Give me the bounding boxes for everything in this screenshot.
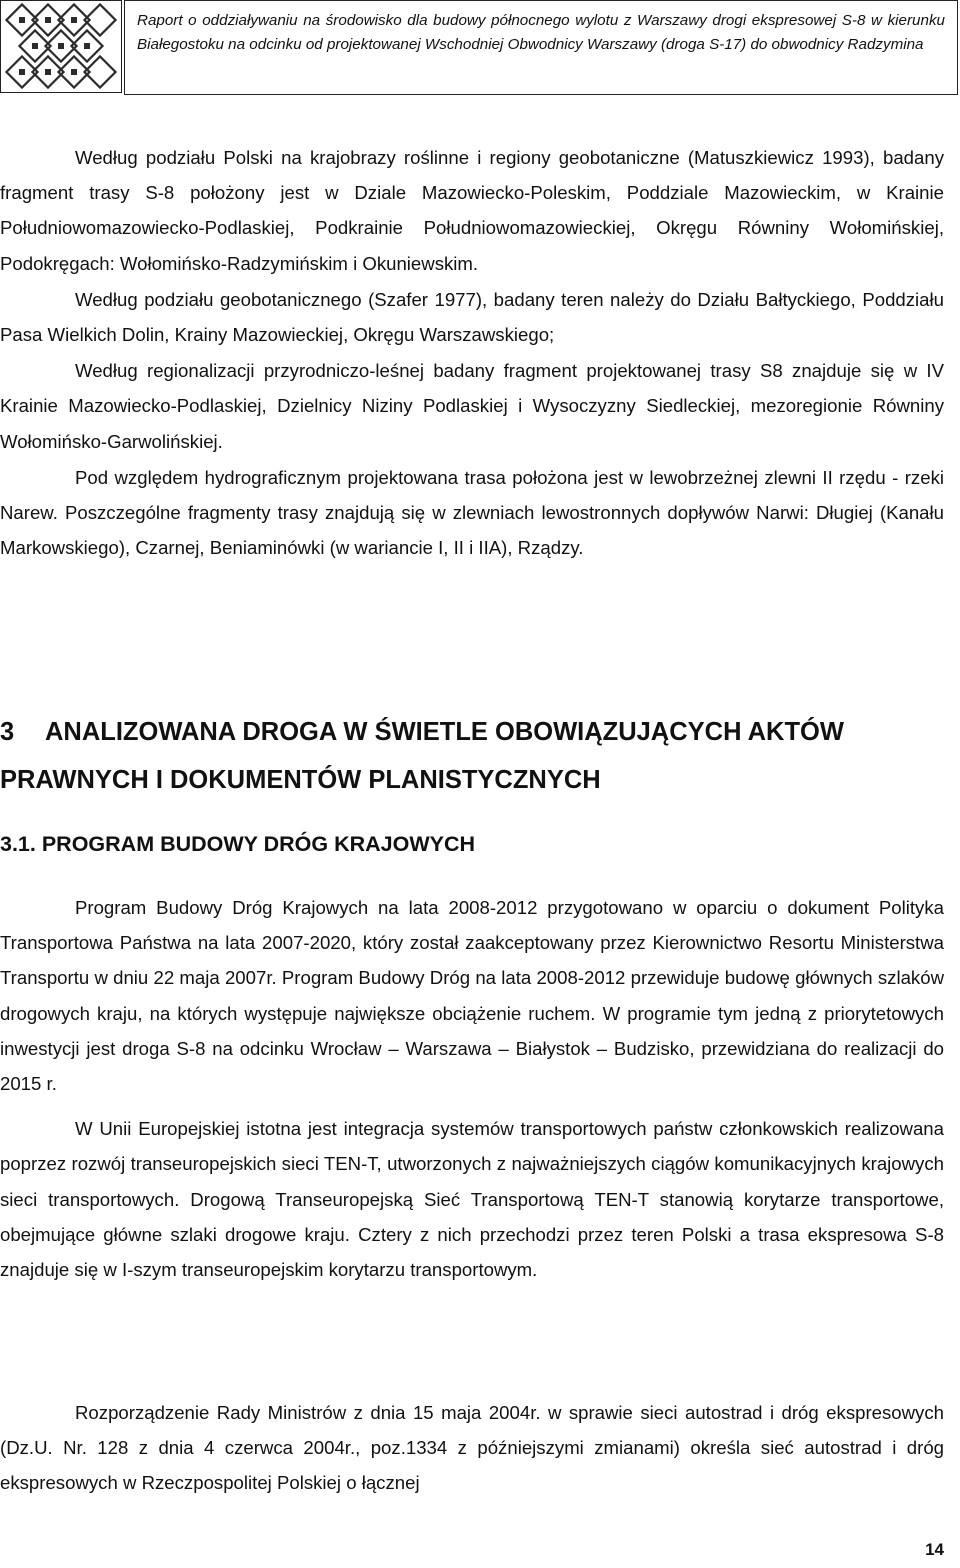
- paragraph-hydrography: Pod względem hydrograficznym projektowana trasa położona jest w lewobrzeżnej zlewni II rzędu - rzeki Narew. Poszczególne fragmenty trasy znajdują się w zlewniach lewostronnych dopływów Narwi: Długiej (Kanału Markowskiego), Czarnej, Beniaminówki (w wariancie I, II i IIA), Rządzy.: [0, 466, 944, 559]
- report-title: Raport o oddziaływaniu na środowisko dla budowy północnego wylotu z Warszawy drogi ekspresowej S-8 w kierunku Białegostoku na odcinku od projektowanej Wschodniej Obwodnicy Warszawy (droga S-17) do obwodnicy Radzymina: [137, 12, 945, 53]
- page-number: 14: [925, 1540, 944, 1559]
- paragraph-regulation: Rozporządzenie Rady Ministrów z dnia 15 maja 2004r. w sprawie sieci autostrad i dróg ekspresowych (Dz.U. Nr. 128 z dnia 4 czerwca 2004r., poz.1334 z późniejszymi zmianami) określa sieć autostrad i dróg ekspresowych w Rzeczpospolitej Polskiej o łącznej: [0, 1402, 944, 1494]
- report-title-box: [124, 0, 958, 95]
- chapter-number: 3: [0, 718, 15, 746]
- regulation-section: [0, 1395, 944, 1501]
- section-heading: 3.1. PROGRAM BUDOWY DRÓG KRAJOWYCH: [0, 832, 476, 856]
- chapter-heading: [0, 708, 944, 804]
- paragraph-forest-regionalization: Według regionalizacji przyrodniczo-leśnej badany fragment projektowanej trasy S8 znajduje się w IV Krainie Mazowiecko-Podlaskiej, Dzielnicy Niziny Podlaskiej i Wysoczyzny Siedleckiej, mezoregionie Równiny Wołomińsko-Garwolińskiej.: [0, 360, 944, 452]
- program-section: [0, 890, 944, 1287]
- logo: [0, 0, 122, 93]
- chapter-title: ANALIZOWANA DROGA W ŚWIETLE OBOWIĄZUJĄCYCH AKTÓW PRAWNYCH I DOKUMENTÓW PLANISTYCZNYCH: [0, 718, 844, 794]
- logo-icon: [1, 1, 121, 92]
- page-header: [0, 0, 958, 95]
- paragraph-geobotanical-regions: Według podziału Polski na krajobrazy roślinne i regiony geobotaniczne (Matuszkiewicz 1993), badany fragment trasy S-8 położony jest w Dziale Mazowiecko-Poleskim, Poddziale Mazowieckim, w Krainie Południowomazowiecko-Podlaskiej, Podkrainie Południowomazowieckiej, Okręgu Równiny Wołomińskiej, Podokręgach: Wołomińsko-Radzymińskim i Okuniewskim.: [0, 147, 944, 274]
- paragraph-ten-t: W Unii Europejskiej istotna jest integracja systemów transportowych państw członkowskich realizowana poprzez rozwój transeuropejskich sieci TEN-T, utworzonych z najważniejszych ciągów komunikacyjnych krajowych sieci transportowych. Drogową Transeuropejską Sieć Transportową TEN-T stanowią korytarze transportowe, obejmujące główne szlaki drogowe kraju. Cztery z nich przechodzi przez teren Polski a trasa ekspresowa S-8 znajduje się w I-szym transeuropejskim korytarzu transportowym.: [0, 1118, 944, 1281]
- paragraph-szafer-division: Według podziału geobotanicznego (Szafer 1977), badany teren należy do Działu Bałtyckiego, Poddziału Pasa Wielkich Dolin, Krainy Mazowieckiej, Okręgu Warszawskiego;: [0, 288, 944, 346]
- paragraph-road-program: Program Budowy Dróg Krajowych na lata 2008-2012 przygotowano w oparciu o dokument Polityka Transportowa Państwa na lata 2007-2020, który został zaakceptowany przez Kierownictwo Resortu Ministerstwa Transportu w dniu 22 maja 2007r. Program Budowy Dróg na lata 2008-2012 przewiduje budowę głównych szlaków drogowych kraju, na których występuje największe obciążenie ruchem. W programie tym jedną z priorytetowych inwestycji jest droga S-8 na odcinku Wrocław – Warszawa – Białystok – Budzisko, przewidziana do realizacji do 2015 r.: [0, 897, 944, 1095]
- intro-section: [0, 140, 944, 565]
